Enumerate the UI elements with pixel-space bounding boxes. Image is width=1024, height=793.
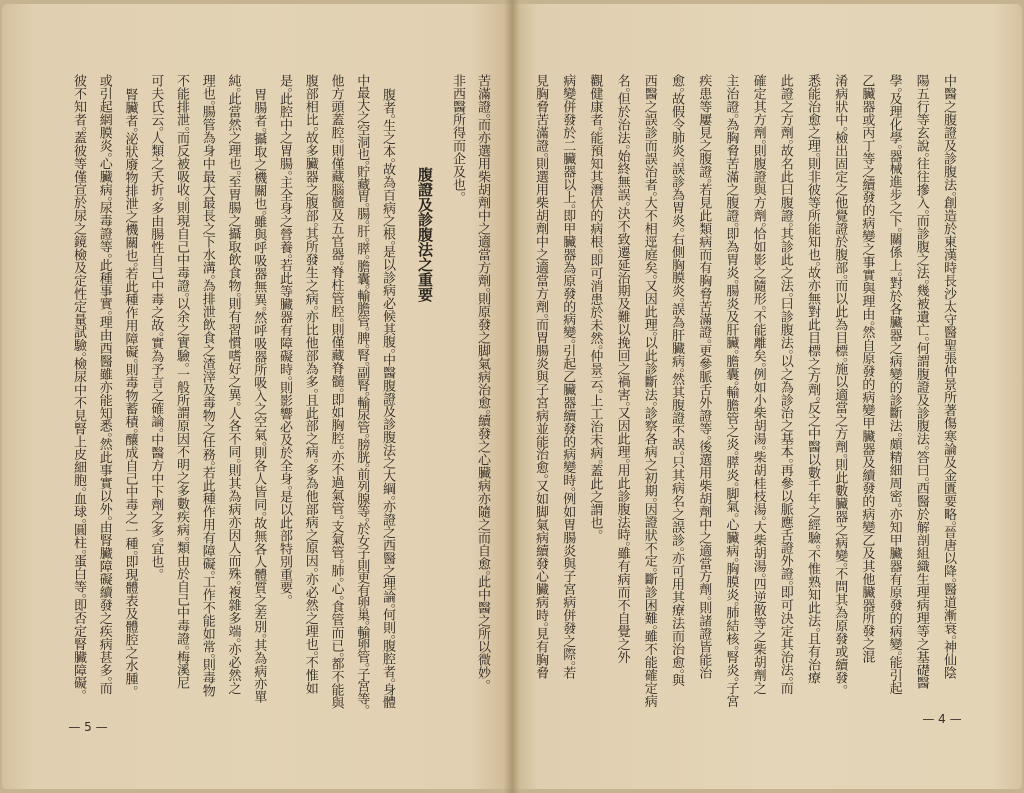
text-column: 乙臟器或丙丁等之續發的病變之事實與理由。然自原發的病變甲臟器及續發的病變乙及其他臟器所發之混 xyxy=(859,74,875,664)
page-number: — 5 — xyxy=(68,720,108,734)
text-column: 確定其方劑。則腹證與方劑。恰如影之隨形。不能離矣。例如小柴胡湯。柴胡桂枝湯。大柴胡湯。四逆散等之柴胡劑之 xyxy=(750,74,766,695)
text-column: 腹者。生之本。故為百病之根。是以診病必候其腹。中醫腹證及診腹法之大綱。亦證之西醫之理論。何則。腹腔者。身體 xyxy=(380,88,395,709)
left-page xyxy=(2,4,512,789)
text-column: 中醫之腹證及診腹法。創造於東漢時長沙太守醫聖張仲景所著傷寒論及金匱要略。晉唐以降。醫道漸衰。神仙陰 xyxy=(941,74,956,679)
text-column: 淆病狀中。檢出固定之他覺證於腹部。而以此為目標。施以適當之方劑。則此數臟器之病變。不問其為原發或續發。 xyxy=(832,74,848,690)
text-column: 見胸脅苦滿證。則選用柴胡劑中之適當方劑。而胃腸炎與子宮病並能治愈。又如脚氣病續發心臟病時。見有胸脅 xyxy=(533,74,548,679)
text-column: 西醫之誤診而誤治者。大不相逕庭矣。又因此理。以此診斷法。診察各病之初期。因證狀不定。斷診困難。雖不能確定病 xyxy=(641,74,657,708)
text-column: 他方頭蓋腔。則僅藏腦髓及五官器。脊柱管腔。則僅藏脊髓。即如胸腔。亦不過氣管。支氣管。肺。心。食管而已。都不能與 xyxy=(328,74,344,710)
text-column: 學。及理化學。器械進步之下。關係上。對於各臟器之病變的診斷法。頗精細周密。亦知甲臟器有原發的病變。能引起 xyxy=(886,74,902,695)
text-column: 不能排泄。而反被吸收。則現自己中毒證。以余之實驗。一般所謂原因不明之多數疾病。類由於自己中毒證。梅溪尼 xyxy=(174,74,189,690)
text-column: 純。此當然之理也。至胃腸之攝取飲食物。則有習慣嗜好之異。人各不同。則其為病亦因人而殊。複雜多端。亦必然之 xyxy=(225,74,241,695)
page-number: — 4 — xyxy=(922,712,962,726)
text-column: 疾患等屢見之腹證。若見此類病而有胸脅苦滿證。更參脈舌外證等。後選用柴胡劑中之適當方劑。則諸證皆能治 xyxy=(696,74,712,679)
text-column: 中最大之空洞也。貯藏胃。腸。肝。膵。膽囊。輸膽管。脾。腎。副腎。輸尿管。膀胱。前列腺等。於女子則更有卵巢。輸卵管。子宮等。 xyxy=(354,74,370,710)
section-heading: 腹證及診腹法之重要 xyxy=(416,167,434,302)
book-gutter xyxy=(504,0,520,793)
text-column: 名。但於治法。始終無誤。決不致遷延治期及難以挽回之禍害。又因此理。用此診腹法時。雖有病而不自覺之外 xyxy=(614,74,630,664)
text-column: 理也。腸管為身中最大最長之下水溝。為排泄飲食之渣滓及毒物之任務。若此種作用有障礙。工作不能如常。則毒物 xyxy=(199,74,215,698)
text-column: 觀健康者。能預知其潛伏的病根。即可消患於未然。仲景云。上工治未病。蓋此之謂也。 xyxy=(587,74,603,535)
text-column: 胃腸者。攝取之機關也。雖與呼吸器無異。然呼吸器所吸入之空氣。則各人皆同。故無各人體質之差別。其為病亦單 xyxy=(251,88,267,704)
text-column: 陽五行等玄說。往往摻入。而診腹之法。幾被遺亡。何謂腹證及診腹法。答曰。西醫於解剖組織生理病理等之基礎醫 xyxy=(913,74,929,690)
text-column: 或引起網膜炎。心臟病。尿毒證等。此種事實。理由西醫雖亦能知悉。然此事實以外。由腎臟障礙續發之疾病甚多。而 xyxy=(96,74,112,695)
text-column: 此證之方劑。故名此曰腹證。其診此之法。曰診腹法。以之為診治之基本。再參以脈應舌證外證。即可決定其治法。而 xyxy=(777,74,793,695)
text-column: 病變併發於二臟器以上。即甲臟器為原發的病變。引起乙臟器續發的病變時。例如胃腸炎與子宮病併發之際。若 xyxy=(560,74,576,679)
text-column: 可夫氏云。人類之夭折。多由腸性自己中毒之故。實為予言之確論。中醫方中下劑之多。宜也。 xyxy=(148,74,164,574)
text-column: 主治證。為胸脅苦滿之腹證。即為胃炎。腸炎及肝臟。膽囊。輸膽管之炎。膵炎。脚氣。心臟病。胸膜炎。肺結核。腎炎。子宮 xyxy=(723,74,739,708)
text-column: 腎臟者。泌狀廢物排泄之機關也。若此種作用障礙。則毒物蓄積。釀成自己中毒之一種。即現體表及體腔之水腫。 xyxy=(122,88,138,691)
text-column: 悉能治愈之理。則非彼等所能知也。故亦無對此目標之方劑。反之中醫以數千年之經驗。不惟熟知此法。且有治療 xyxy=(805,74,820,685)
right-page xyxy=(512,4,1022,789)
text-column: 愈。故假令肺炎。誤診為胃炎。右側胸膜炎。誤為肝臟病。然其腹證不誤。只其病名之誤診。亦可用其療法而治愈。與 xyxy=(669,74,684,687)
text-column: 彼不知者。蓋彼等僅宣於尿之鏡檢及定性定量試驗。檢尿中不見腎上皮細胞。血球。圓柱。蛋白等。即否定腎臟障礙。 xyxy=(71,74,86,695)
text-column: 苦滿證。而亦選用柴胡劑中之適當方劑。則原發之脚氣病治愈。續發之心臟病亦隨之而自愈。此中醫之所以微妙。 xyxy=(475,74,490,685)
text-column: 非西醫所得而企及也。 xyxy=(450,74,465,197)
text-column: 腹部相比。故多臟器之腹部。其所發生之病。亦比他部為多。且此部之病。多為他部病之原因。亦必然之理也。不惟如 xyxy=(302,74,318,695)
text-column: 是。此腔中之胃腸。主全身之營養。若此等臟器有障礙時。則影響必及於全身。是以此部特別重要。 xyxy=(277,74,292,600)
